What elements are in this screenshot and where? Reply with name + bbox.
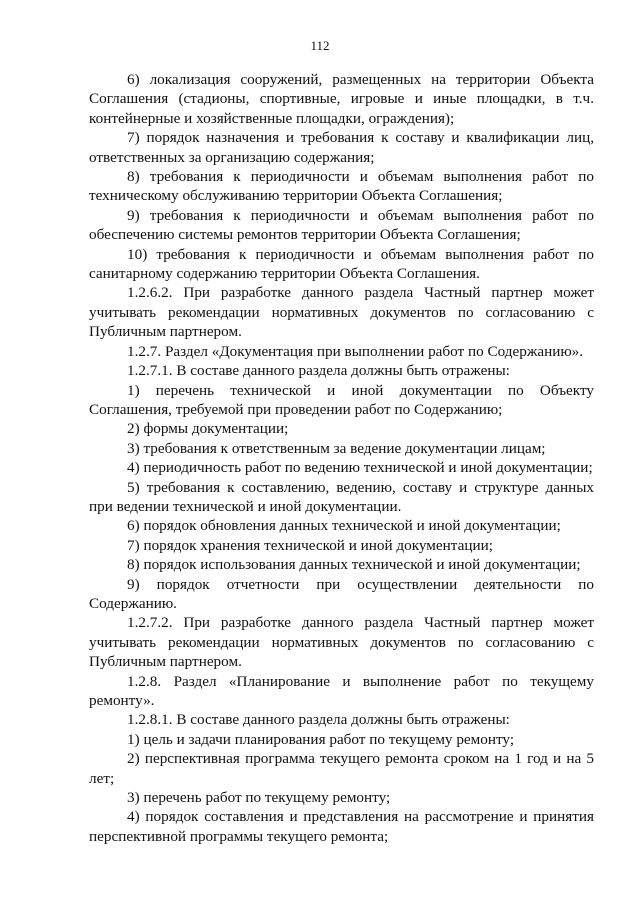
paragraph: 10) требования к периодичности и объемам выполнения работ по санитарному содержанию территории Объекта Соглашения. — [89, 245, 594, 283]
page-number: 112 — [310, 38, 330, 53]
list-item: 2) формы документации; — [127, 420, 289, 438]
document-body — [89, 70, 594, 846]
paragraph: 1.2.7.2. При разработке данного раздела Частный партнер может учитывать рекомендации нормативных документов по согласованию с Публичным партнером. — [89, 614, 594, 671]
section-heading: 1.2.7. Раздел «Документация при выполнении работ по Содержанию». — [127, 342, 584, 360]
list-item: 4) порядок составления и представления на рассмотрение и принятия перспективной программы текущего ремонта; — [89, 808, 594, 845]
list-item: 3) требования к ответственным за ведение документации лицам; — [127, 439, 546, 457]
list-item: 3) перечень работ по текущему ремонту; — [127, 789, 391, 807]
paragraph: 1.2.8.1. В составе данного раздела должны быть отражены: — [127, 711, 510, 729]
list-item: 9) порядок отчетности при осуществлении деятельности по Содержанию. — [89, 575, 594, 612]
list-item: 1) цель и задачи планирования работ по текущему ремонту; — [127, 730, 515, 748]
list-item: 2) перспективная программа текущего ремонта сроком на 1 год и на 5 лет; — [89, 750, 594, 787]
list-item: 1) перечень технической и иной документации по Объекту Соглашения, требуемой при проведении работ по Содержанию; — [89, 381, 594, 418]
section-heading: 1.2.8. Раздел «Планирование и выполнение работ по текущему ремонту». — [89, 672, 594, 709]
paragraph: 6) локализация сооружений, размещенных на территории Объекта Соглашения (стадионы, спортивные, игровые и иные площадки, в т.ч. контейнерные и хозяйственные площадки, ограждения); — [89, 71, 594, 127]
paragraph: 7) порядок назначения и требования к составу и квалификации лиц, ответственных за организацию содержания; — [89, 129, 594, 166]
paragraph: 8) требования к периодичности и объемам выполнения работ по техническому обслуживанию территории Объекта Соглашения; — [89, 168, 594, 205]
paragraph: 1.2.6.2. При разработке данного раздела Частный партнер может учитывать рекомендации нормативных документов по согласованию с Публичным партнером. — [89, 284, 594, 341]
list-item: 6) порядок обновления данных технической и иной документации; — [127, 517, 561, 535]
list-item: 8) порядок использования данных технической и иной документации; — [127, 556, 581, 574]
list-item: 4) периодичность работ по ведению технической и иной документации; — [127, 459, 593, 477]
paragraph: 9) требования к периодичности и объемам выполнения работ по обеспечению системы ремонтов территории Объекта Соглашения; — [89, 206, 594, 244]
list-item: 7) порядок хранения технической и иной документации; — [127, 536, 493, 554]
paragraph: 1.2.7.1. В составе данного раздела должны быть отражены: — [127, 362, 510, 380]
list-item: 5) требования к составлению, ведению, составу и структуре данных при ведении технической и иной документации. — [89, 478, 594, 515]
